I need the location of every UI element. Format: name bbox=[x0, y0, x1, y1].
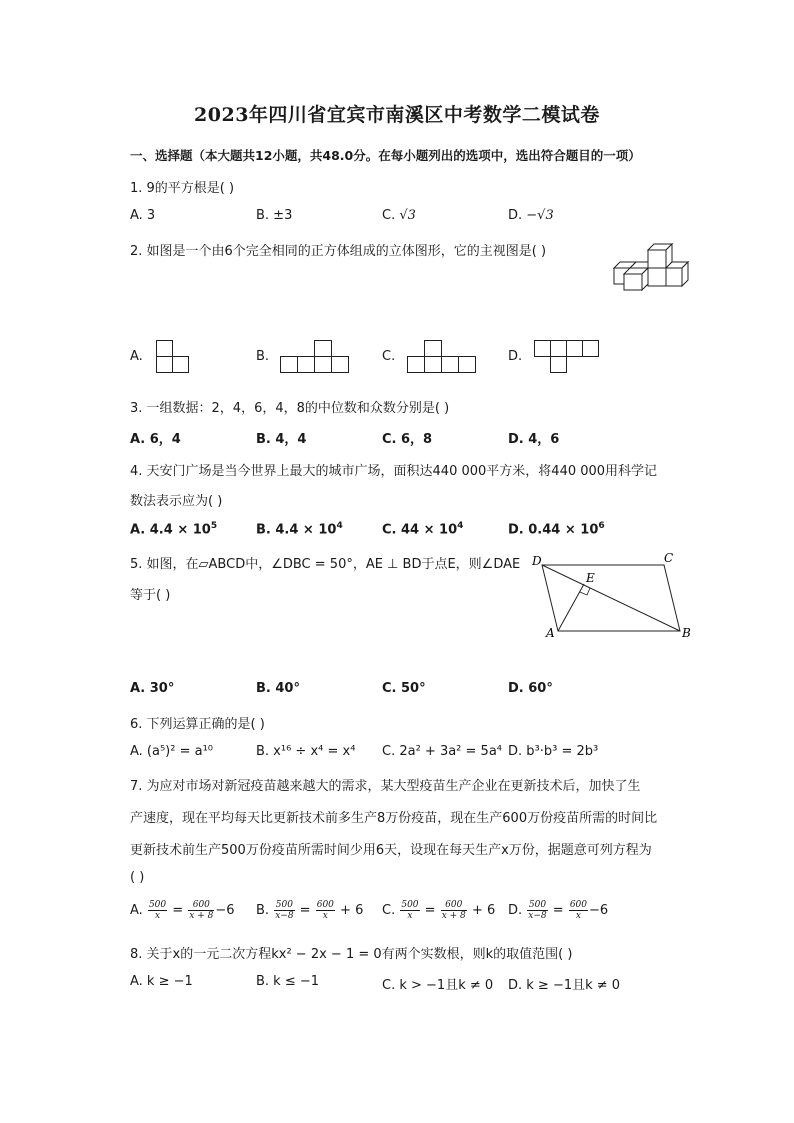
q6-option-a: A. (a⁵)² = a¹⁰ bbox=[130, 744, 214, 759]
q8-option-a: A. k ≥ −1 bbox=[130, 974, 193, 989]
q4-option-d: D. $0.44 \times 10^6$ bbox=[508, 521, 605, 538]
question-6-stem: 6. 下列运算正确的是( ) bbox=[130, 717, 265, 732]
question-4-stem-line1: 4. 天安门广场是当今世界上最大的城市广场，面积达440 000平方米，将440 000用科学记 bbox=[130, 464, 658, 479]
cube-top bbox=[648, 244, 672, 268]
cube-right bbox=[666, 262, 688, 286]
q5-option-a: A. 30° bbox=[130, 681, 175, 696]
q2-option-b-figure bbox=[280, 340, 350, 374]
question-3-stem: 3. 一组数据：2，4，6，4，8的中位数和众数分别是( ) bbox=[130, 401, 450, 416]
question-7-line1: 7. 为应对市场对新冠疫苗越来越大的需求，某大型疫苗生产企业在更新技术后，加快了生 bbox=[130, 779, 641, 794]
question-7-line2: 产速度，现在平均每天比更新技术前多生产8万份疫苗，现在生产600万份疫苗所需的时间比 bbox=[130, 811, 658, 826]
q7-option-a: A. $\frac{500}{x}$ = $\frac{600}{x + 8}$ −6 bbox=[130, 900, 235, 921]
q5-parallelogram-figure bbox=[530, 548, 700, 643]
q6-option-d: D. b³·b³ = 2b³ bbox=[508, 744, 599, 759]
q1-option-a: A. 3 bbox=[130, 208, 156, 223]
q5-option-c: C. 50° bbox=[382, 681, 426, 696]
q3-option-a: A. 6，4 bbox=[130, 432, 181, 447]
q6-option-c: C. 2a² + 3a² = 5a⁴ bbox=[382, 744, 503, 759]
q2-option-d-figure bbox=[534, 340, 604, 374]
section-heading: 一、选择题（本大题共12小题，共48.0分。在每小题列出的选项中，选出符合题目的一项） bbox=[130, 148, 641, 163]
q2-option-a-label: A. bbox=[130, 349, 143, 364]
question-5-stem-line2: 等于( ) bbox=[130, 588, 171, 603]
q2-option-c-figure bbox=[407, 340, 477, 374]
q5-option-d: D. 60° bbox=[508, 681, 553, 696]
label-e: E bbox=[586, 571, 595, 585]
q1-option-c: C. √3 bbox=[382, 208, 416, 223]
q4-option-c: C. $44 \times 10^4$ bbox=[382, 521, 464, 538]
cube-middle bbox=[648, 268, 666, 286]
q7-option-d: D. $\frac{500}{x-8}$ = $\frac{600}{x}$ −6 bbox=[508, 900, 609, 921]
q3-option-c: C. 6，8 bbox=[382, 432, 433, 447]
q2-cube-figure bbox=[610, 240, 690, 292]
cube-front-left bbox=[624, 268, 648, 290]
q2-option-a-figure bbox=[156, 340, 190, 374]
q7-option-b: B. $\frac{500}{x-8}$ = $\frac{600}{x}$ + 6 bbox=[256, 900, 364, 921]
segment-ae bbox=[558, 584, 584, 631]
q7-option-c: C. $\frac{500}{x}$ = $\frac{600}{x + 8}$ + 6 bbox=[382, 900, 496, 921]
question-7-line3: 更新技术前生产500万份疫苗所需时间少用6天，设现在每天生产x万份，据题意可列方程为 bbox=[130, 843, 652, 858]
label-d: D bbox=[532, 554, 542, 568]
q4-option-a: A. $4.4 \times 10^5$ bbox=[130, 521, 218, 538]
label-a: A bbox=[546, 626, 555, 640]
question-8-stem: 8. 关于x的一元二次方程kx² − 2x − 1 = 0有两个实数根，则k的取值范围( ) bbox=[130, 947, 573, 962]
q5-option-b: B. 40° bbox=[256, 681, 300, 696]
q2-option-b-label: B. bbox=[256, 349, 270, 364]
question-2-stem: 2. 如图是一个由6个完全相同的正方体组成的立体图形，它的主视图是( ) bbox=[130, 244, 547, 259]
q2-option-c-label: C. bbox=[382, 349, 396, 364]
q8-option-b: B. k ≤ −1 bbox=[256, 974, 320, 989]
label-b: B bbox=[682, 626, 691, 640]
question-7-line4: ( ) bbox=[130, 870, 145, 885]
q3-option-b: B. 4，4 bbox=[256, 432, 307, 447]
q2-option-d-label: D. bbox=[508, 349, 523, 364]
q1-option-b: B. ±3 bbox=[256, 208, 293, 223]
page-title: 2023年四川省宜宾市南溪区中考数学二模试卷 bbox=[194, 104, 600, 126]
q8-option-c: C. k > −1且k ≠ 0 bbox=[382, 978, 494, 993]
q4-option-b: B. $4.4 \times 10^4$ bbox=[256, 521, 343, 538]
question-5-stem-line1: 5. 如图，在▱ABCD中，∠DBC = 50°，AE ⊥ BD于点E，则∠DAE bbox=[130, 557, 521, 572]
label-c: C bbox=[664, 551, 674, 565]
q8-option-d: D. k ≥ −1且k ≠ 0 bbox=[508, 978, 621, 993]
question-1-stem: 1. 9的平方根是( ) bbox=[130, 181, 235, 196]
diagonal-bd bbox=[542, 565, 680, 631]
q3-option-d: D. 4，6 bbox=[508, 432, 560, 447]
q1-option-d: D. −√3 bbox=[508, 208, 554, 223]
q6-option-b: B. x¹⁶ ÷ x⁴ = x⁴ bbox=[256, 744, 356, 759]
question-4-stem-line2: 数法表示应为( ) bbox=[130, 494, 223, 509]
